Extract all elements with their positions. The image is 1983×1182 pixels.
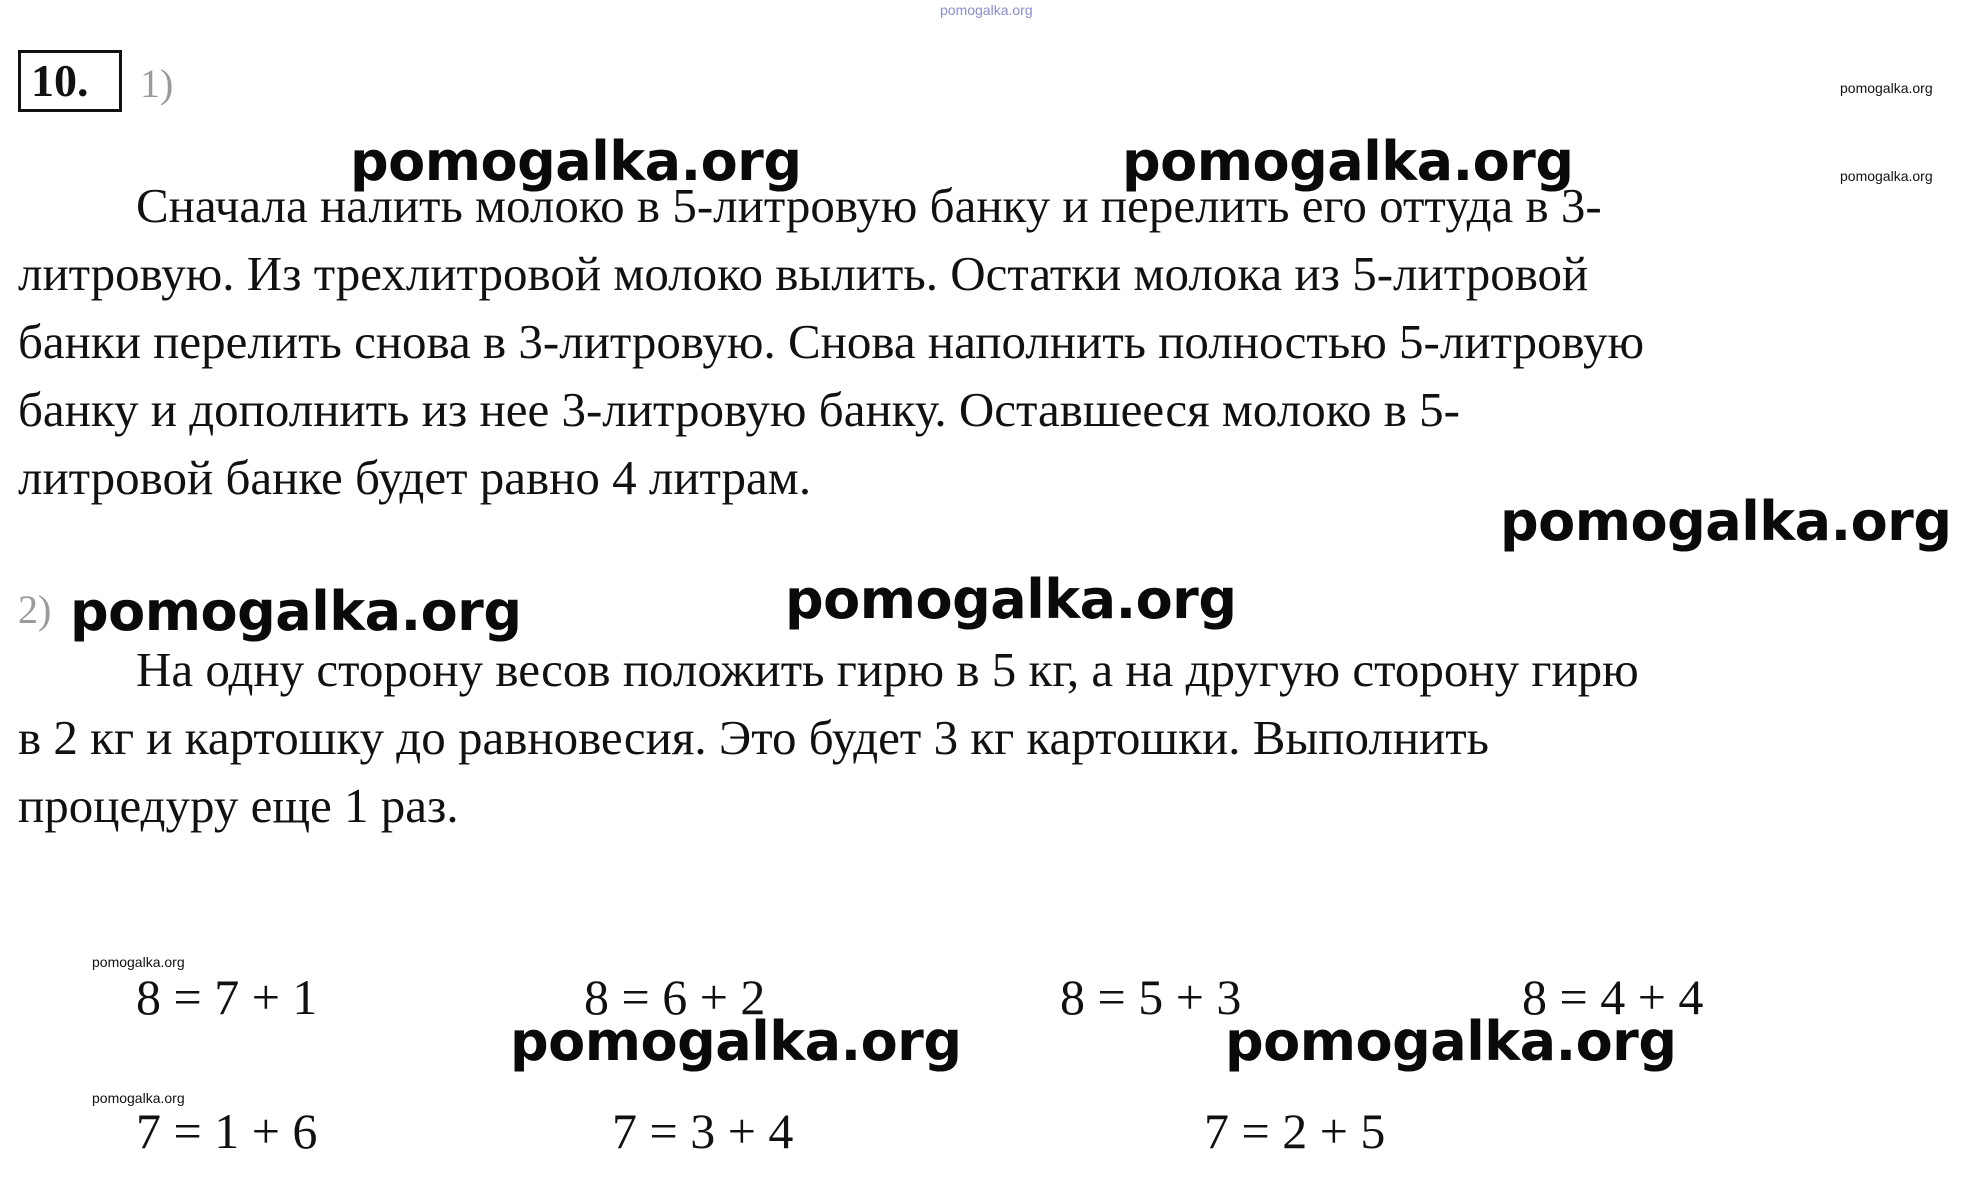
watermark-top: pomogalka.org <box>940 2 1033 18</box>
equation: 8 = 4 + 4 <box>1522 969 1704 1025</box>
part2-label: 2) <box>18 587 52 632</box>
text-line: процедуру еще 1 раз. <box>18 778 459 833</box>
text-line: банки перелить снова в 3-литровую. Снова наполнить полностью 5-литровую <box>18 314 1645 369</box>
equation: 7 = 3 + 4 <box>612 1103 794 1159</box>
watermark-large: pomogalka.org <box>70 580 522 643</box>
watermark-small: pomogalka.org <box>1840 80 1933 96</box>
text-line: Сначала налить молоко в 5-литровую банку и перелить его оттуда в 3- <box>136 178 1602 233</box>
equation: 7 = 1 + 6 <box>136 1103 318 1159</box>
part2-paragraph <box>18 636 1978 840</box>
part1-paragraph <box>18 172 1978 512</box>
watermark-large: pomogalka.org <box>1500 490 1952 553</box>
watermark-large: pomogalka.org <box>785 568 1237 631</box>
task-number: 10. <box>18 50 122 112</box>
equation: 8 = 7 + 1 <box>136 969 318 1025</box>
text-line: в 2 кг и картошку до равновесия. Это будет 3 кг картошки. Выполнить <box>18 710 1490 765</box>
watermark-large: pomogalka.org <box>510 1010 962 1073</box>
equation: 7 = 2 + 5 <box>1204 1103 1386 1159</box>
watermark-large: pomogalka.org <box>1225 1010 1677 1073</box>
watermark-small: pomogalka.org <box>92 954 185 970</box>
text-line: литровой банке будет равно 4 литрам. <box>18 450 812 505</box>
text-line: банку и дополнить из нее 3-литровую банку. Оставшееся молоко в 5- <box>18 382 1460 437</box>
watermark-large: pomogalka.org <box>350 130 802 193</box>
watermark-small: pomogalka.org <box>1840 168 1933 184</box>
text-line: На одну сторону весов положить гирю в 5 кг, а на другую сторону гирю <box>136 642 1639 697</box>
part1-label: 1) <box>140 61 174 106</box>
watermark-small: pomogalka.org <box>92 1090 185 1106</box>
equation: 8 = 6 + 2 <box>584 969 766 1025</box>
text-line: литровую. Из трехлитровой молоко вылить. Остатки молока из 5-литровой <box>18 246 1589 301</box>
watermark-large: pomogalka.org <box>1122 130 1574 193</box>
equation: 8 = 5 + 3 <box>1060 969 1242 1025</box>
